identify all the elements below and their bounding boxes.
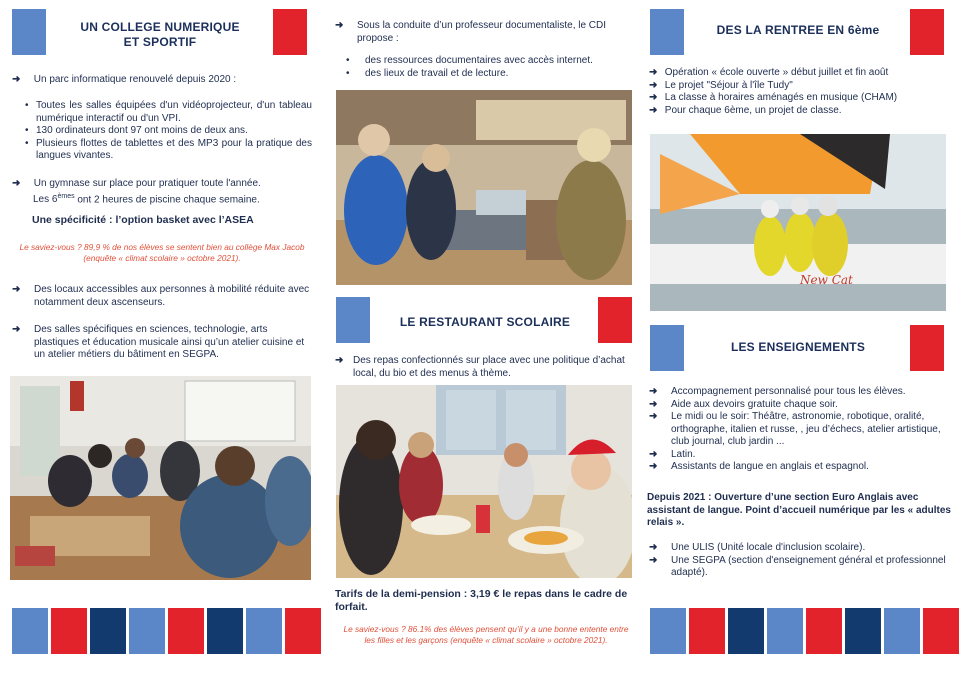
band-square: [90, 608, 126, 654]
tarifs-text: Tarifs de la demi-pension : 3,19 € le repas dans le cadre de forfait.: [335, 588, 628, 613]
section-title-restaurant: LE RESTAURANT SCOLAIRE: [399, 315, 571, 329]
specificite-text: Une spécificité : l’option basket avec l’ASEA: [32, 214, 254, 226]
classroom-photo: [10, 376, 311, 580]
header-square-blue: [650, 325, 684, 371]
header-square-blue: [650, 9, 684, 55]
list-item: ➜ Le midi ou le soir: Théâtre, astronomie, robotique, oralité, orthographe, italien et russe, , jeu d’échecs, atelier artistique, club journal, club jardin ...: [649, 411, 941, 447]
header-square-red: [273, 9, 307, 55]
arrow-icon: ➜: [12, 178, 21, 189]
arrow-icon: ➜: [335, 20, 344, 31]
informatique-bullets: [24, 100, 312, 163]
restaurant-illustration: [336, 385, 632, 578]
header-square-red: [910, 9, 944, 55]
arrow-icon: ➜: [649, 104, 658, 116]
list-item: ➜ La classe à horaires aménagés en musique (CHAM): [649, 92, 898, 103]
list-item: ➜ Pour chaque 6ème, un projet de classe.: [649, 104, 842, 116]
column-left: [0, 0, 320, 673]
band-square: [884, 608, 920, 654]
header-square-red: [598, 297, 632, 343]
column-middle: [325, 0, 640, 673]
gymnase-text: ➜ Un gymnase sur place pour pratiquer toute l'année. Les 6èmes ont 2 heures de piscine chaque semaine.: [12, 178, 261, 205]
sailing-illustration: [650, 134, 946, 311]
list-item: ➜ Une ULIS (Unité locale d'inclusion scolaire).: [649, 542, 866, 553]
band-square: [689, 608, 725, 654]
column-right: [645, 0, 961, 673]
arrow-icon: ➜: [649, 542, 658, 553]
ulis-segpa-list: [649, 542, 951, 580]
euro-anglais-text: Depuis 2021 : Ouverture d’une section Euro Anglais avec assistant de langue. Point d’accueil numérique par les « adultes relais ».: [647, 492, 951, 528]
restaurant-text: ➜ Des repas confectionnés sur place avec une politique d’achat local, du bio et des menus à thème.: [335, 355, 625, 379]
note-climat-scolaire: Le saviez-vous ? 89,9 % de nos élèves se sentent bien au collège Max Jacob (enquête « climat scolaire » octobre 2021).: [19, 242, 305, 263]
salles-specifiques-text: ➜ Des salles spécifiques en sciences, technologie, arts plastiques et éducation musicale ainsi qu’un atelier cuisine et un atelier métiers du bâtiment en SEGPA.: [12, 324, 305, 360]
arrow-icon: ➜: [649, 398, 658, 410]
arrow-icon: ➜: [649, 67, 658, 78]
boat-lettering: New Cat: [800, 273, 853, 287]
band-square: [767, 608, 803, 654]
restaurant-photo: [336, 385, 632, 578]
header-square-blue: [336, 297, 370, 343]
footer-color-band-left: [12, 608, 321, 654]
arrow-icon: ➜: [335, 355, 344, 366]
footer-color-band-right: [650, 608, 959, 654]
section-title-enseignements: LES ENSEIGNEMENTS: [730, 340, 866, 354]
arrow-icon: ➜: [12, 284, 21, 295]
header-square-red: [910, 325, 944, 371]
sailing-photo: [650, 134, 946, 311]
list-item: • des lieux de travail et de lecture.: [355, 68, 635, 81]
band-square: [129, 608, 165, 654]
arrow-icon: ➜: [649, 554, 658, 566]
section-title-rentree: DES LA RENTREE EN 6ème: [716, 23, 880, 37]
band-square: [51, 608, 87, 654]
cdi-bullets: [345, 55, 635, 80]
arrow-icon: ➜: [12, 74, 21, 85]
list-item: ➜ Une SEGPA (section d'enseignement général et professionnel adapté).: [649, 554, 946, 578]
band-square: [845, 608, 881, 654]
note-entente: Le saviez-vous ? 86.1% des élèves pensent qu’il y a une bonne entente entre les filles et les garçons (enquête « climat scolaire » octobre 2021).: [343, 624, 629, 645]
arrow-icon: ➜: [649, 461, 658, 472]
list-item: • Plusieurs flottes de tablettes et des MP3 pour la pratique des langues vivantes.: [34, 138, 312, 163]
band-square: [923, 608, 959, 654]
header-square-blue: [12, 9, 46, 55]
cdi-intro: ➜ Sous la conduite d’un professeur documentaliste, le CDI propose :: [335, 20, 607, 44]
cdi-photo: [336, 90, 632, 285]
locaux-text: ➜ Des locaux accessibles aux personnes à mobilité réduite avec notamment deux ascenseurs.: [12, 284, 310, 308]
list-item: ➜ Opération « école ouverte » début juillet et fin août: [649, 67, 889, 78]
list-item: • des ressources documentaires avec accès internet.: [355, 55, 635, 68]
band-square: [207, 608, 243, 654]
cdi-illustration: [336, 90, 632, 285]
enseignements-list: [649, 386, 951, 474]
band-square: [285, 608, 321, 654]
band-square: [650, 608, 686, 654]
list-item: ➜ Latin.: [649, 448, 696, 460]
list-item: • 130 ordinateurs dont 97 ont moins de deux ans.: [34, 125, 312, 138]
arrow-icon: ➜: [649, 79, 658, 91]
arrow-icon: ➜: [649, 92, 658, 103]
band-square: [246, 608, 282, 654]
list-item: ➜ Assistants de langue en anglais et espagnol.: [649, 461, 869, 472]
arrow-icon: ➜: [649, 448, 658, 460]
band-square: [168, 608, 204, 654]
band-square: [12, 608, 48, 654]
arrow-icon: ➜: [12, 324, 21, 335]
section-title-numerique: UN COLLEGE NUMERIQUE ET SPORTIF: [80, 20, 240, 49]
list-item: • Toutes les salles équipées d'un vidéoprojecteur, d'un tableau numérique interactif ou d'un VPI.: [34, 100, 312, 125]
band-square: [806, 608, 842, 654]
band-square: [728, 608, 764, 654]
arrow-icon: ➜: [649, 411, 658, 422]
classroom-illustration: [10, 376, 311, 580]
rentree-list: [649, 67, 949, 117]
list-item: ➜ Aide aux devoirs gratuite chaque soir.: [649, 398, 838, 410]
parc-informatique-text: ➜ Un parc informatique renouvelé depuis 2020 :: [12, 74, 237, 85]
arrow-icon: ➜: [649, 386, 658, 397]
list-item: ➜ Accompagnement personnalisé pour tous les élèves.: [649, 386, 906, 397]
list-item: ➜ Le projet "Séjour à l'île Tudy": [649, 79, 793, 91]
